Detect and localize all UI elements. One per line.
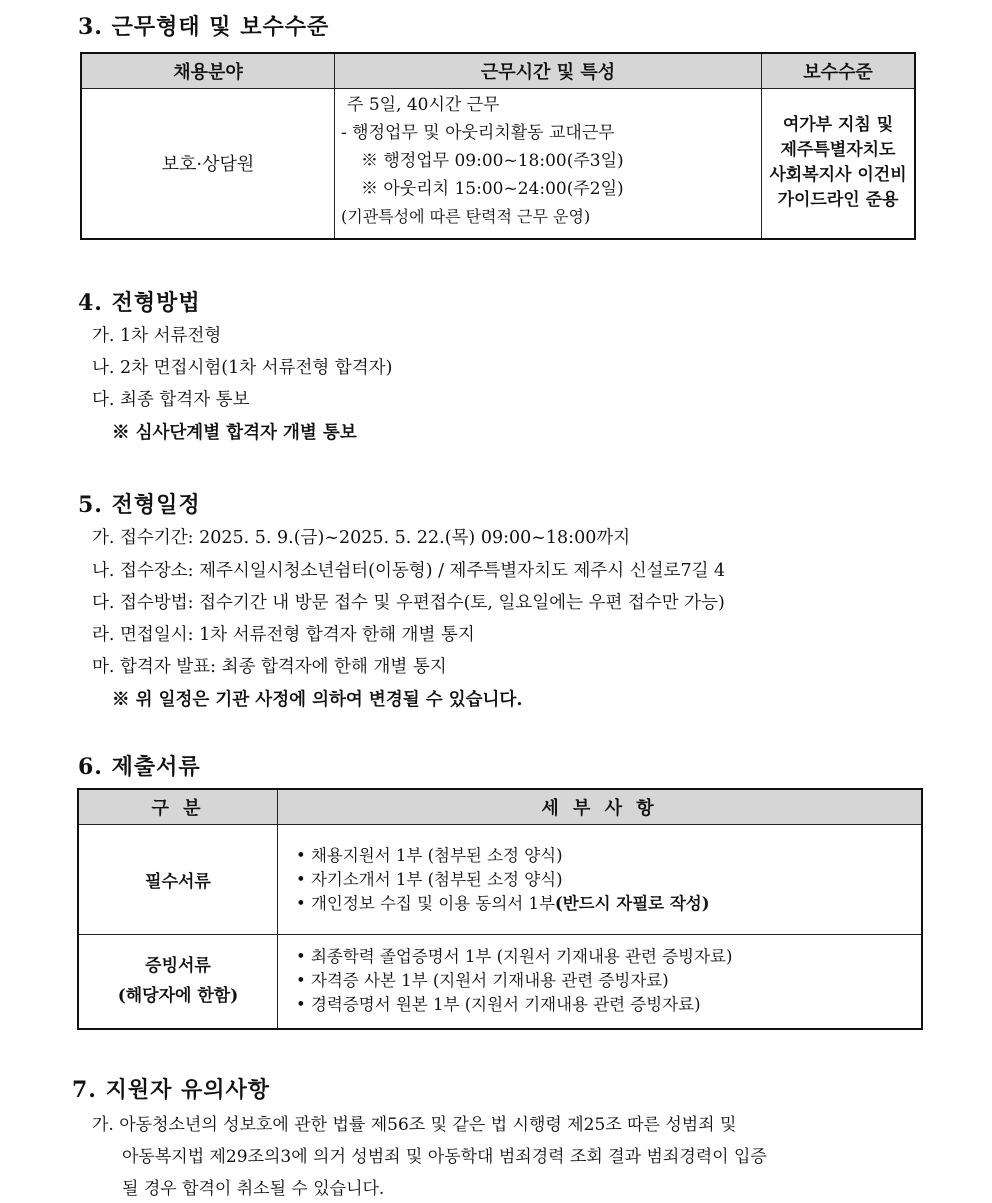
doc-item-emphasis: (반드시 자필로 작성) — [554, 893, 710, 913]
schedule-item: 가. 접수기간: 2025. 5. 9.(금)~2025. 5. 22.(목) 09:00~18:00까지 — [92, 528, 631, 548]
doc-item-text: • 개인정보 수집 및 이용 동의서 1부 — [296, 893, 555, 913]
proof-items — [278, 935, 923, 1029]
section-3-title: 3. 근무형태 및 보수수준 — [78, 14, 330, 40]
header-details: 세 부 사 항 — [278, 789, 923, 825]
notice-line: 아동복지법 제29조의3에 의거 성범죄 및 아동학대 범죄경력 조회 결과 범죄경력이 입증 — [122, 1147, 767, 1167]
schedule-item: 다. 접수방법: 접수기간 내 방문 접수 및 우편접수(토, 일요일에는 우편 접수만 가능) — [92, 593, 725, 613]
hours-cell — [335, 89, 762, 239]
pay-line: 제주특별자치도 — [780, 140, 896, 161]
doc-item: • 최종학력 졸업증명서 1부 (지원서 기재내용 관련 증빙자료) — [296, 947, 733, 967]
schedule-item: 나. 접수장소: 제주시일시청소년쉼터(이동형) / 제주특별자치도 제주시 신설로7길 4 — [92, 561, 726, 581]
doc-item: • 채용지원서 1부 (첨부된 소정 양식) — [296, 845, 563, 865]
header-hours: 근무시간 및 특성 — [335, 53, 762, 89]
proof-label-main: 증빙서류 — [145, 956, 211, 977]
selection-step: 다. 최종 합격자 통보 — [92, 390, 250, 410]
work-conditions-table — [80, 52, 916, 240]
pay-line: 사회복지사 이건비 — [769, 165, 907, 186]
notice-line: 될 경우 합격이 취소될 수 있습니다. — [122, 1179, 385, 1199]
hours-line: - 행정업무 및 아웃리치활동 교대근무 — [341, 123, 615, 143]
section-5-title: 5. 전형일정 — [78, 492, 201, 518]
doc-item — [296, 892, 920, 916]
selection-step: 나. 2차 면접시험(1차 서류전형 합격자) — [92, 358, 393, 378]
proof-label-sub: (해당자에 한함) — [117, 986, 239, 1007]
field-cell: 보호·상담원 — [81, 89, 335, 239]
schedule-item: 마. 합격자 발표: 최종 합격자에 한해 개별 통지 — [92, 657, 447, 677]
notice-line: 가. 아동청소년의 성보호에 관한 법률 제56조 및 같은 법 시행령 제25조 따른 성범죄 및 — [92, 1115, 737, 1135]
header-field: 채용분야 — [81, 53, 335, 89]
pay-cell — [762, 89, 916, 239]
pay-line: 가이드라인 준용 — [777, 190, 899, 211]
hours-line: ※ 아웃리치 15:00~24:00(주2일) — [361, 179, 624, 199]
section-6-title: 6. 제출서류 — [78, 754, 201, 780]
doc-item: • 자격증 사본 1부 (지원서 기재내용 관련 증빙자료) — [296, 971, 669, 991]
section-7-title: 7. 지원자 유의사항 — [72, 1077, 271, 1103]
header-category: 구 분 — [78, 789, 278, 825]
hours-line: (기관특성에 따른 탄력적 근무 운영) — [341, 207, 591, 226]
hours-line: ※ 행정업무 09:00~18:00(주3일) — [361, 151, 624, 171]
schedule-note: ※ 위 일정은 기관 사정에 의하여 변경될 수 있습니다. — [112, 690, 523, 710]
required-items — [278, 825, 923, 935]
selection-step: 가. 1차 서류전형 — [92, 326, 222, 346]
proof-label — [78, 935, 278, 1029]
pay-line: 여가부 지침 및 — [782, 115, 894, 136]
required-label: 필수서류 — [78, 825, 278, 935]
section-4-title: 4. 전형방법 — [78, 290, 201, 316]
doc-item: • 자기소개서 1부 (첨부된 소정 양식) — [296, 869, 563, 889]
schedule-item: 라. 면접일시: 1차 서류전형 합격자 한해 개별 통지 — [92, 625, 475, 645]
doc-item: • 경력증명서 원본 1부 (지원서 기재내용 관련 증빙자료) — [296, 995, 701, 1015]
hours-line: 주 5일, 40시간 근무 — [347, 95, 500, 115]
header-pay: 보수수준 — [762, 53, 916, 89]
selection-note: ※ 심사단계별 합격자 개별 통보 — [112, 423, 357, 443]
documents-table — [77, 788, 923, 1030]
